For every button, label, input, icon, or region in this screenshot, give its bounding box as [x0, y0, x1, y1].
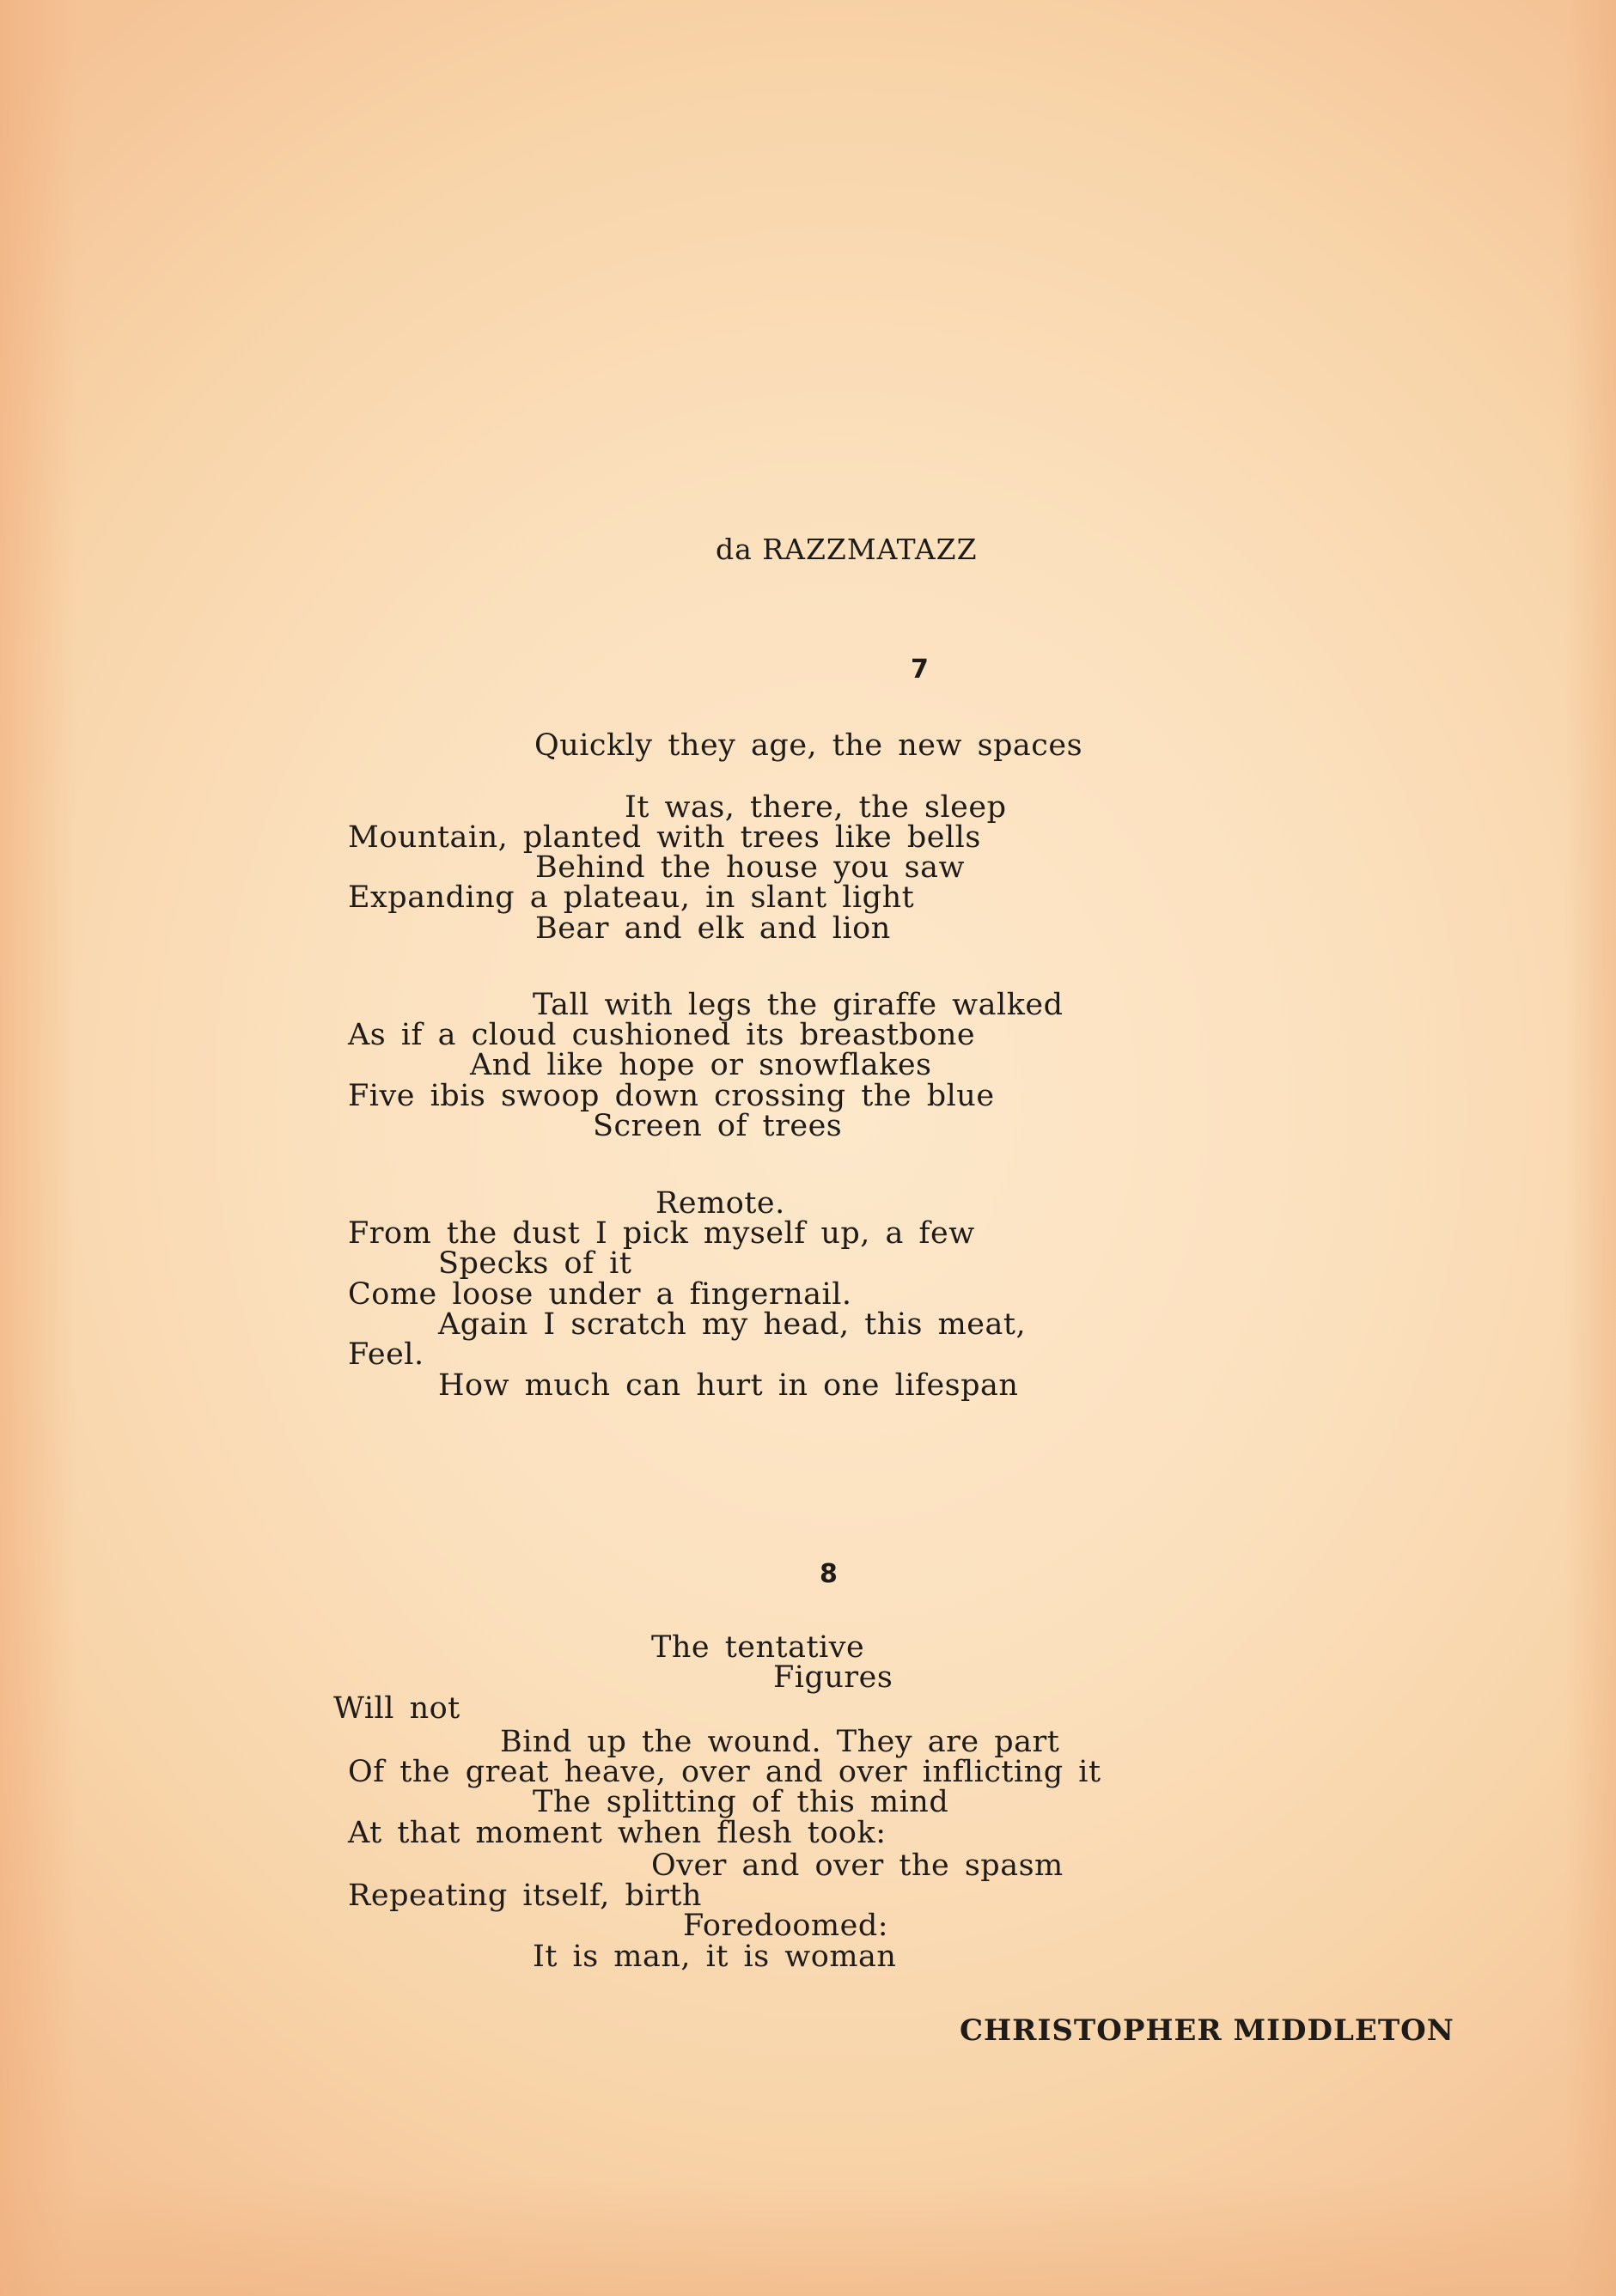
poem-line: Remote.	[656, 1186, 785, 1221]
poem-line: Foredoomed:	[683, 1909, 889, 1943]
poem-line: Of the great heave, over and over inflicting it	[348, 1755, 1101, 1789]
page-shading-bottom	[0, 2176, 1616, 2296]
poem-line: At that moment when flesh took:	[348, 1816, 887, 1850]
section-number-8: 8	[820, 1559, 838, 1589]
poem-line: It is man, it is woman	[533, 1940, 897, 1974]
poem-line: Specks of it	[438, 1246, 632, 1281]
poem-line: And like hope or snowflakes	[470, 1048, 932, 1082]
poem-line: Over and over the spasm	[651, 1848, 1064, 1883]
poem-line: Five ibis swoop down crossing the blue	[348, 1079, 995, 1113]
poem-line: From the dust I pick myself up, a few	[348, 1216, 975, 1251]
page-shading-left	[0, 0, 77, 2296]
poem-line: Bind up the wound. They are part	[500, 1725, 1060, 1759]
poem-title: da RAZZMATAZZ	[716, 533, 978, 566]
section-number-7: 7	[911, 655, 929, 685]
poem-line: Will not	[333, 1691, 460, 1726]
poem-line: The splitting of this mind	[533, 1785, 949, 1819]
poem-line: Feel.	[348, 1337, 424, 1372]
poem-line: Again I scratch my head, this meat,	[438, 1307, 1027, 1342]
poem-line: As if a cloud cushioned its breastbone	[348, 1018, 976, 1052]
poem-line: Quickly they age, the new spaces	[534, 728, 1083, 763]
poem-line: Mountain, planted with trees like bells	[348, 820, 981, 855]
poem-line: It was, there, the sleep	[625, 790, 1007, 825]
poem-line: The tentative	[651, 1630, 865, 1665]
page-shading-right	[1564, 0, 1616, 2296]
poem-line: Figures	[773, 1660, 893, 1695]
author-name: CHRISTOPHER MIDDLETON	[960, 2013, 1454, 2048]
poem-line: How much can hurt in one lifespan	[438, 1368, 1019, 1403]
poem-line: Behind the house you saw	[535, 850, 965, 885]
poem-line: Repeating itself, birth	[348, 1879, 702, 1913]
poem-line: Screen of trees	[593, 1109, 843, 1143]
poem-line: Expanding a plateau, in slant light	[348, 880, 915, 915]
poem-line: Come loose under a fingernail.	[348, 1277, 852, 1312]
poem-line: Tall with legs the giraffe walked	[533, 988, 1064, 1022]
poem-line: Bear and elk and lion	[535, 911, 891, 946]
